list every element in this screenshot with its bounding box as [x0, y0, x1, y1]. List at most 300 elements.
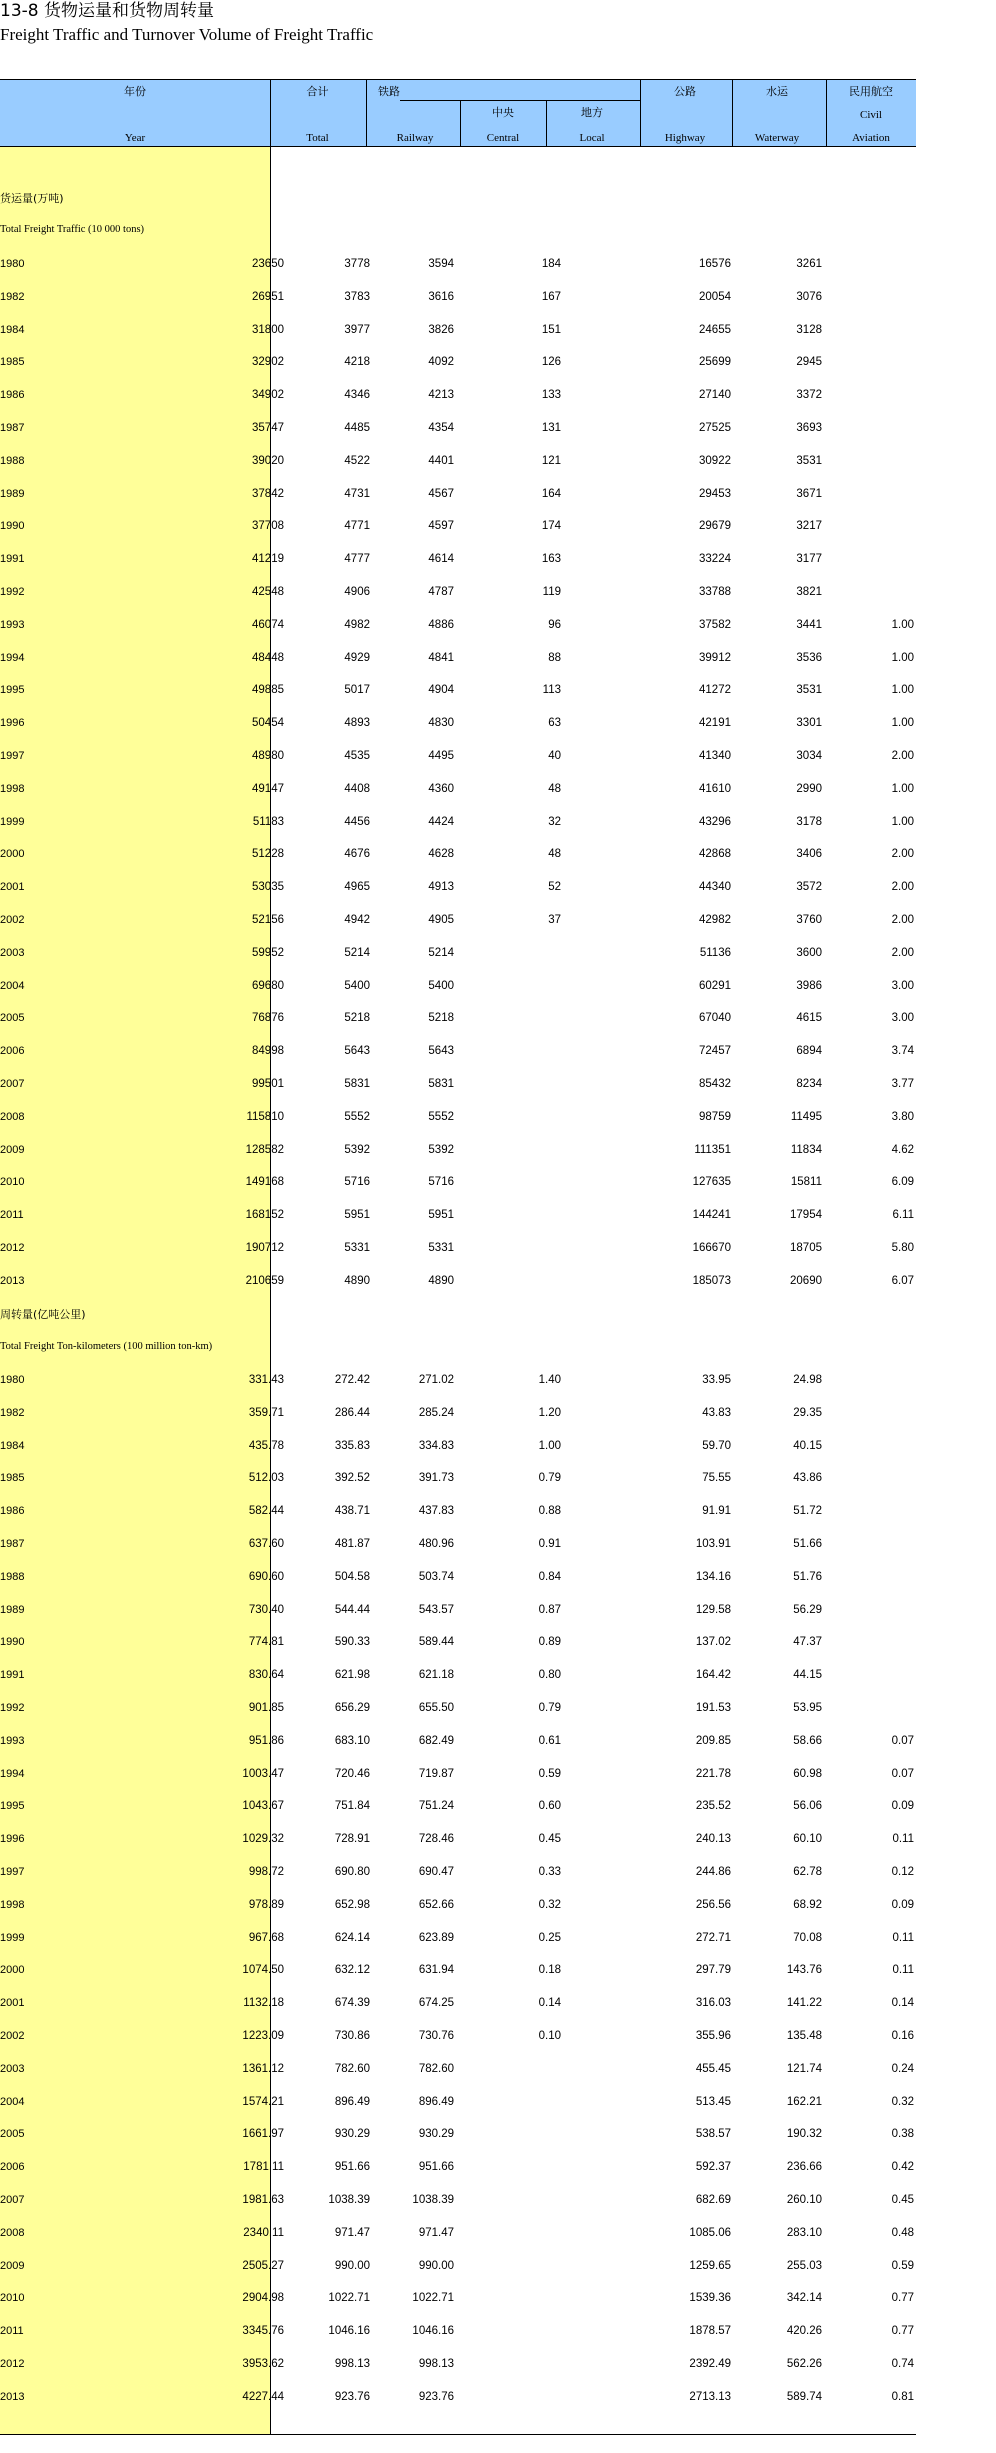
cell-highway: 209.85 — [695, 1734, 731, 1747]
cell-total: 69680 — [252, 979, 284, 992]
cell-highway: 16576 — [699, 258, 731, 270]
cell-local: 0.87 — [538, 1603, 561, 1616]
cell-waterway: 2945 — [796, 356, 822, 369]
cell-civil-aviation: 1.00 — [891, 651, 914, 664]
cell-year: 2010 — [0, 2292, 25, 2305]
cell-total: 48448 — [252, 651, 284, 664]
cell-waterway: 3531 — [796, 684, 822, 697]
cell-railway: 4218 — [344, 356, 370, 369]
header-local-en: Local — [579, 132, 605, 144]
cell-central: 730.76 — [418, 2030, 454, 2042]
cell-highway: 75.55 — [702, 1472, 731, 1485]
table-row — [0, 1734, 916, 1748]
cell-central: 5951 — [428, 1209, 454, 1222]
cell-year: 1999 — [0, 1931, 25, 1944]
cell-waterway: 3572 — [796, 881, 822, 894]
cell-railway: 4906 — [344, 586, 370, 598]
cell-year: 1995 — [0, 684, 25, 697]
table-row — [0, 2390, 916, 2404]
cell-local: 184 — [541, 258, 561, 270]
cell-highway: 355.96 — [695, 2030, 731, 2042]
cell-total: 49885 — [252, 684, 284, 697]
cell-civil-aviation: 0.09 — [891, 1800, 914, 1813]
cell-waterway: 44.15 — [793, 1669, 822, 1682]
cell-total: 1029.32 — [242, 1833, 284, 1846]
cell-civil-aviation: 1.00 — [891, 782, 914, 795]
cell-waterway: 3600 — [796, 946, 822, 959]
cell-central: 5331 — [428, 1242, 454, 1254]
cell-civil-aviation: 0.81 — [891, 2390, 914, 2403]
cell-railway: 272.42 — [334, 1374, 370, 1386]
cell-year: 2007 — [0, 2194, 25, 2206]
cell-central: 503.74 — [418, 1570, 454, 1583]
cell-year: 1987 — [0, 422, 25, 434]
cell-highway: 111351 — [694, 1143, 731, 1156]
cell-local: 133 — [541, 389, 561, 402]
cell-civil-aviation: 3.77 — [891, 1078, 914, 1090]
cell-total: 1223.09 — [242, 2030, 284, 2042]
table-row — [0, 1110, 916, 1124]
cell-central: 4567 — [428, 487, 454, 500]
cell-total: 3345.76 — [242, 2325, 284, 2338]
cell-central: 4787 — [428, 586, 454, 598]
cell-waterway: 51.66 — [793, 1538, 822, 1550]
cell-railway: 4777 — [344, 553, 370, 566]
table-row — [0, 716, 916, 730]
cell-year: 2000 — [0, 848, 25, 861]
cell-central: 589.44 — [418, 1636, 454, 1649]
cell-total: 99501 — [252, 1078, 284, 1090]
cell-railway: 730.86 — [334, 2030, 370, 2042]
cell-year: 1995 — [0, 1800, 25, 1813]
table-row — [0, 1898, 916, 1912]
cell-total: 210659 — [245, 1274, 284, 1287]
cell-railway: 5214 — [344, 946, 370, 959]
cell-railway: 632.12 — [334, 1964, 370, 1977]
cell-central: 682.49 — [418, 1734, 454, 1747]
cell-central: 652.66 — [418, 1898, 454, 1911]
cell-waterway: 3261 — [796, 258, 822, 270]
cell-total: 51228 — [252, 848, 284, 861]
cell-total: 49147 — [252, 782, 284, 795]
cell-total: 1074.50 — [242, 1964, 284, 1977]
cell-railway: 4456 — [344, 815, 370, 828]
cell-year: 1999 — [0, 815, 25, 828]
cell-local: 0.25 — [538, 1931, 561, 1944]
table-row — [0, 2029, 916, 2043]
cell-railway: 728.91 — [334, 1833, 370, 1846]
cell-year: 1989 — [0, 1603, 25, 1616]
cell-civil-aviation: 4.62 — [891, 1143, 914, 1156]
cell-civil-aviation: 0.24 — [891, 2062, 914, 2075]
cell-central: 4597 — [428, 520, 454, 533]
cell-year: 1989 — [0, 487, 25, 500]
cell-total: 2505.27 — [242, 2259, 284, 2272]
cell-waterway: 3076 — [796, 290, 822, 303]
cell-railway: 5643 — [344, 1045, 370, 1058]
cell-civil-aviation: 0.59 — [891, 2259, 914, 2272]
cell-railway: 923.76 — [334, 2390, 370, 2403]
header-railway-zh: 铁路 — [378, 85, 400, 98]
cell-civil-aviation: 2.00 — [891, 750, 914, 762]
cell-civil-aviation: 0.38 — [891, 2128, 914, 2141]
cell-highway: 25699 — [699, 356, 731, 369]
cell-year: 2006 — [0, 2161, 25, 2174]
cell-central: 543.57 — [418, 1603, 454, 1616]
cell-highway: 29679 — [699, 520, 731, 533]
cell-waterway: 70.08 — [793, 1931, 822, 1944]
cell-railway: 5331 — [344, 1242, 370, 1254]
cell-highway: 33788 — [699, 586, 731, 598]
cell-local: 0.14 — [538, 1997, 561, 2010]
cell-total: 59952 — [252, 946, 284, 959]
cell-railway: 951.66 — [334, 2161, 370, 2174]
cell-central: 971.47 — [418, 2226, 454, 2239]
table-row — [0, 1799, 916, 1813]
cell-civil-aviation: 3.00 — [891, 1012, 914, 1025]
cell-waterway: 3693 — [796, 422, 822, 434]
table-row — [0, 454, 916, 468]
cell-central: 751.24 — [418, 1800, 454, 1813]
cell-railway: 656.29 — [334, 1702, 370, 1714]
cell-waterway: 3986 — [796, 979, 822, 992]
cell-civil-aviation: 2.00 — [891, 914, 914, 926]
cell-railway: 782.60 — [334, 2062, 370, 2075]
table-row — [0, 2062, 916, 2076]
cell-waterway: 143.76 — [786, 1964, 822, 1977]
cell-central: 5214 — [428, 946, 454, 959]
header-civil-en-line1: Civil — [859, 109, 882, 121]
cell-waterway: 51.76 — [793, 1570, 822, 1583]
cell-total: 1574.21 — [242, 2095, 284, 2108]
cell-railway: 286.44 — [334, 1406, 370, 1419]
cell-local: 113 — [542, 684, 561, 697]
cell-total: 978.89 — [248, 1898, 284, 1911]
cell-railway: 5392 — [344, 1143, 370, 1156]
header-year-zh: 年份 — [124, 85, 146, 98]
cell-highway: 41272 — [699, 684, 731, 697]
cell-waterway: 135.48 — [786, 2030, 822, 2042]
cell-civil-aviation: 6.07 — [891, 1274, 914, 1287]
cell-total: 50454 — [252, 717, 284, 730]
cell-railway: 3783 — [344, 290, 370, 303]
cell-year: 2007 — [0, 1078, 25, 1090]
cell-railway: 4982 — [344, 618, 370, 631]
cell-total: 37708 — [252, 520, 284, 533]
table-row — [0, 2357, 916, 2371]
table-row — [0, 880, 916, 894]
cell-railway: 4942 — [344, 914, 370, 926]
table-row — [0, 1406, 916, 1420]
cell-year: 1993 — [0, 618, 25, 631]
cell-total: 2904.98 — [242, 2292, 284, 2305]
table-row — [0, 979, 916, 993]
cell-highway: 42868 — [699, 848, 731, 861]
cell-railway: 990.00 — [334, 2259, 370, 2272]
cell-year: 1992 — [0, 586, 25, 598]
cell-year: 1996 — [0, 1833, 25, 1846]
cell-highway: 1085.06 — [689, 2226, 731, 2239]
cell-total: 730.40 — [248, 1603, 284, 1616]
cell-railway: 544.44 — [334, 1603, 370, 1616]
cell-railway: 971.47 — [334, 2226, 370, 2239]
cell-civil-aviation: 0.14 — [891, 1997, 914, 2010]
cell-highway: 51136 — [699, 946, 731, 959]
cell-railway: 5831 — [344, 1078, 370, 1090]
cell-year: 1982 — [0, 1406, 25, 1419]
table-row — [0, 1963, 916, 1977]
cell-total: 41219 — [252, 553, 284, 566]
cell-highway: 33.95 — [702, 1374, 731, 1386]
cell-local: 0.79 — [538, 1472, 561, 1485]
cell-waterway: 2990 — [796, 782, 822, 795]
table-row — [0, 749, 916, 763]
table-row — [0, 519, 916, 533]
cell-total: 46074 — [252, 618, 284, 631]
table-row — [0, 1504, 916, 1518]
cell-waterway: 58.66 — [793, 1734, 822, 1747]
cell-civil-aviation: 1.00 — [891, 684, 914, 697]
cell-local: 1.00 — [538, 1439, 561, 1452]
cell-central: 896.49 — [418, 2095, 454, 2108]
table-row — [0, 1603, 916, 1617]
cell-railway: 690.80 — [334, 1866, 370, 1878]
cell-central: 5716 — [428, 1176, 454, 1189]
cell-central: 5552 — [428, 1110, 454, 1123]
cell-railway: 930.29 — [334, 2128, 370, 2141]
table-title-chinese: 13-8 货物运量和货物周转量 — [0, 1, 214, 21]
cell-local: 126 — [541, 356, 561, 369]
cell-civil-aviation: 3.80 — [891, 1110, 914, 1123]
cell-highway: 42191 — [699, 717, 731, 730]
cell-central: 334.83 — [418, 1439, 454, 1452]
cell-railway: 5218 — [344, 1012, 370, 1025]
cell-waterway: 3372 — [796, 389, 822, 402]
cell-central: 1022.71 — [412, 2292, 454, 2305]
cell-waterway: 56.29 — [793, 1603, 822, 1616]
cell-highway: 103.91 — [695, 1538, 731, 1550]
cell-local: 0.10 — [538, 2030, 561, 2042]
cell-year: 2002 — [0, 2030, 25, 2042]
cell-highway: 297.79 — [695, 1964, 731, 1977]
cell-highway: 41340 — [699, 750, 731, 762]
table-row — [0, 683, 916, 697]
cell-central: 631.94 — [418, 1964, 454, 1977]
cell-local: 32 — [548, 815, 561, 828]
cell-total: 37842 — [252, 487, 284, 500]
table-row — [0, 1931, 916, 1945]
table-row — [0, 421, 916, 435]
cell-waterway: 342.14 — [786, 2292, 822, 2305]
cell-central: 5392 — [428, 1143, 454, 1156]
cell-central: 391.73 — [418, 1472, 454, 1485]
section-title-zh: 货运量(万吨) — [0, 192, 64, 205]
cell-highway: 513.45 — [695, 2095, 731, 2108]
cell-civil-aviation: 0.48 — [891, 2226, 914, 2239]
cell-total: 512.03 — [248, 1472, 284, 1485]
cell-civil-aviation: 6.09 — [891, 1176, 914, 1189]
header-central-en: Central — [486, 132, 520, 144]
cell-civil-aviation: 0.74 — [891, 2358, 914, 2370]
cell-total: 76876 — [252, 1012, 284, 1025]
cell-highway: 316.03 — [695, 1997, 731, 2010]
cell-railway: 4676 — [344, 848, 370, 861]
cell-local: 0.91 — [538, 1538, 561, 1550]
cell-railway: 4771 — [344, 520, 370, 533]
header-waterway-zh: 水运 — [766, 85, 788, 98]
cell-railway: 1046.16 — [328, 2325, 370, 2338]
cell-central: 4360 — [428, 782, 454, 795]
cell-railway: 751.84 — [334, 1800, 370, 1813]
cell-year: 2003 — [0, 946, 25, 959]
table-row — [0, 815, 916, 829]
cell-local: 96 — [548, 618, 561, 631]
cell-year: 2005 — [0, 2128, 25, 2141]
cell-local: 48 — [548, 848, 561, 861]
cell-year: 2008 — [0, 1110, 25, 1123]
cell-waterway: 3034 — [796, 750, 822, 762]
cell-central: 480.96 — [418, 1538, 454, 1550]
table-row — [0, 323, 916, 337]
table-row — [0, 1996, 916, 2010]
cell-year: 2011 — [0, 2325, 24, 2338]
cell-highway: 144241 — [692, 1209, 731, 1222]
cell-railway: 4346 — [344, 389, 370, 402]
cell-waterway: 51.72 — [793, 1505, 822, 1518]
table-row — [0, 2095, 916, 2109]
cell-waterway: 141.22 — [786, 1997, 822, 2010]
header-total-zh: 合计 — [306, 85, 329, 98]
table-row — [0, 1373, 916, 1387]
cell-local: 0.88 — [538, 1505, 561, 1518]
cell-central: 782.60 — [418, 2062, 454, 2075]
cell-year: 1998 — [0, 1898, 25, 1911]
cell-year: 1984 — [0, 323, 25, 336]
cell-year: 1996 — [0, 717, 25, 730]
cell-highway: 272.71 — [695, 1931, 731, 1944]
cell-highway: 2392.49 — [689, 2358, 731, 2370]
cell-waterway: 190.32 — [786, 2128, 822, 2141]
cell-railway: 5716 — [344, 1176, 370, 1189]
cell-year: 2009 — [0, 2259, 25, 2272]
table-row — [0, 1767, 916, 1781]
cell-civil-aviation: 5.80 — [891, 1242, 914, 1254]
cell-waterway: 3217 — [796, 520, 822, 533]
cell-highway: 39912 — [699, 651, 731, 664]
header-divider — [400, 100, 640, 101]
cell-central: 4092 — [428, 356, 454, 369]
cell-highway: 27140 — [699, 389, 731, 402]
cell-highway: 33224 — [699, 553, 731, 566]
cell-waterway: 3177 — [796, 553, 822, 566]
cell-total: 168152 — [245, 1209, 284, 1222]
cell-local: 164 — [541, 487, 561, 500]
header-highway-zh: 公路 — [674, 85, 696, 98]
cell-railway: 504.58 — [334, 1570, 370, 1583]
cell-highway: 137.02 — [695, 1636, 731, 1649]
cell-central: 951.66 — [418, 2161, 454, 2174]
cell-waterway: 11495 — [790, 1110, 822, 1123]
cell-total: 42548 — [252, 586, 284, 598]
table-row — [0, 1274, 916, 1288]
cell-local: 63 — [548, 717, 561, 730]
cell-central: 3616 — [428, 290, 454, 303]
cell-highway: 129.58 — [695, 1603, 731, 1616]
cell-railway: 998.13 — [334, 2358, 370, 2370]
cell-total: 967.68 — [248, 1931, 284, 1944]
cell-local: 0.32 — [538, 1898, 561, 1911]
cell-highway: 1878.57 — [689, 2325, 731, 2338]
cell-year: 1997 — [0, 750, 25, 762]
cell-civil-aviation: 0.12 — [891, 1866, 914, 1878]
cell-total: 23650 — [252, 258, 284, 270]
cell-railway: 4731 — [344, 487, 370, 500]
cell-highway: 59.70 — [702, 1439, 731, 1452]
cell-highway: 91.91 — [702, 1505, 731, 1518]
cell-central: 719.87 — [418, 1767, 454, 1780]
cell-highway: 37582 — [699, 618, 731, 631]
table-row — [0, 1143, 916, 1157]
cell-railway: 896.49 — [334, 2095, 370, 2108]
cell-railway: 4485 — [344, 422, 370, 434]
table-row — [0, 1011, 916, 1025]
cell-civil-aviation: 0.77 — [891, 2292, 914, 2305]
cell-total: 149168 — [245, 1176, 284, 1189]
cell-central: 1046.16 — [412, 2325, 454, 2338]
cell-civil-aviation: 0.11 — [892, 1931, 914, 1944]
cell-waterway: 6894 — [796, 1045, 822, 1058]
table-row — [0, 1241, 916, 1255]
cell-highway: 98759 — [699, 1110, 731, 1123]
cell-waterway: 162.21 — [786, 2095, 822, 2108]
cell-railway: 392.52 — [334, 1472, 370, 1485]
cell-railway: 4929 — [344, 651, 370, 664]
cell-civil-aviation: 0.45 — [891, 2194, 914, 2206]
cell-total: 34902 — [252, 389, 284, 402]
cell-total: 39020 — [252, 454, 284, 467]
cell-total: 35747 — [252, 422, 284, 434]
table-row — [0, 1175, 916, 1189]
cell-civil-aviation: 2.00 — [891, 848, 914, 861]
cell-railway: 624.14 — [334, 1931, 370, 1944]
cell-year: 2005 — [0, 1012, 25, 1025]
cell-local: 0.33 — [538, 1866, 561, 1878]
cell-central: 4495 — [428, 750, 454, 762]
table-row — [0, 2226, 916, 2240]
cell-year: 2013 — [0, 2390, 25, 2403]
cell-waterway: 3128 — [796, 323, 822, 336]
cell-highway: 166670 — [692, 1242, 731, 1254]
cell-central: 1038.39 — [412, 2194, 454, 2206]
cell-civil-aviation: 0.11 — [892, 1964, 914, 1977]
cell-year: 2000 — [0, 1964, 25, 1977]
cell-year: 2001 — [0, 1997, 25, 2010]
cell-civil-aviation: 0.16 — [891, 2030, 914, 2042]
cell-year: 2001 — [0, 881, 25, 894]
cell-highway: 85432 — [699, 1078, 731, 1090]
cell-central: 4913 — [428, 881, 454, 894]
cell-year: 1980 — [0, 1374, 25, 1386]
cell-total: 32902 — [252, 356, 284, 369]
table-row — [0, 1077, 916, 1091]
cell-local: 174 — [541, 520, 561, 533]
cell-total: 690.60 — [248, 1570, 284, 1583]
cell-waterway: 47.37 — [793, 1636, 822, 1649]
cell-year: 1984 — [0, 1439, 25, 1452]
table-row — [0, 1471, 916, 1485]
cell-year: 1986 — [0, 1505, 25, 1518]
cell-total: 48980 — [252, 750, 284, 762]
